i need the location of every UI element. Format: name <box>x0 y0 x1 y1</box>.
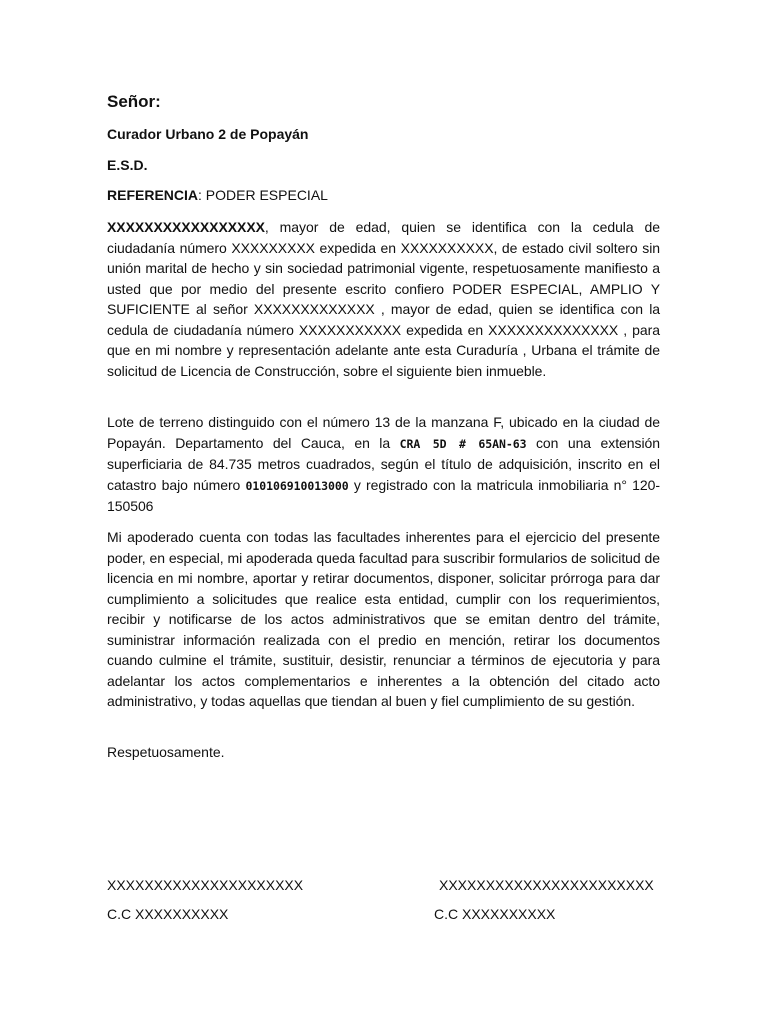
reference-line <box>107 187 328 203</box>
reference-label: REFERENCIA <box>107 187 199 203</box>
property-text-2: con una extensión superficiaria de 84.735 metros cuadrados, según el título de adquisición, inscrito en el catastro bajo número <box>107 434 660 493</box>
closing: Respetuosamente. <box>107 744 225 760</box>
property-text-1: Lote de terreno distinguido con el número 13 de la manzana F, ubicado en la ciudad de Popayán. Departamento del Cauca, en la <box>107 414 660 451</box>
grantor-name: XXXXXXXXXXXXXXXXX <box>107 219 265 235</box>
esd-line: E.S.D. <box>107 157 148 173</box>
signature-right-name: XXXXXXXXXXXXXXXXXXXXXXX <box>439 877 654 893</box>
property-text-3: y registrado con la matricula inmobiliaria n° 120-150506 <box>107 476 661 514</box>
signature-left-name: XXXXXXXXXXXXXXXXXXXXX <box>107 877 304 893</box>
paragraph-faculties: Mi apoderado cuenta con todas las facultades inherentes para el ejercicio del presente poder, en especial, mi apoderada queda facultad para suscribir formularios de solicitud de licencia en mi nombre, aportar y retirar documentos, disponer, solicitar prórroga para dar cumplimiento a solicitudes que realice esta entidad, cumplir con los requerimientos, recibir y notificarse de los actos administrativos que se emitan dentro del trámite, suministrar información realizada con el predio en mención, retirar los documentos cuando culmine el trámite, sustituir, desistir, renunciar a términos de ejecutoria y para adelantar los actos complementarios e inherentes a la obtención del citado acto administrativo, y todas aquellas que tiendan al buen y fiel cumplimiento de su gestión. <box>107 529 660 709</box>
recipient: Curador Urbano 2 de Popayán <box>107 126 309 142</box>
paragraph-power-grant-text: , mayor de edad, quien se identifica con la cedula de ciudadanía número XXXXXXXXX expedida en XXXXXXXXXX, de estado civil soltero sin unión marital de hecho y sin sociedad patrimonial vigente, respetuosamente manifiesto a usted que por medio del presente escrito confiero PODER ESPECIAL, AMPLIO Y SUFICIENTE al señor XXXXXXXXXXXXX , mayor de edad, quien se identifica con la cedula de ciudadanía número XXXXXXXXXXX expedida en XXXXXXXXXXXXXX , para que en mi nombre y representación adelante ante esta Curaduría , Urbana el trámite de solicitud de Licencia de Construcción, sobre el siguiente bien inmueble. <box>107 219 660 379</box>
salutation: Señor: <box>107 92 161 111</box>
paragraph-power-grant <box>107 217 660 381</box>
cadastral-number: 010106910013000 <box>245 478 349 493</box>
property-address: CRA 5D # 65AN-63 <box>399 436 527 451</box>
signature-right-cc: C.C XXXXXXXXXX <box>434 906 556 922</box>
reference-value: : PODER ESPECIAL <box>198 187 328 203</box>
signature-left-cc: C.C XXXXXXXXXX <box>107 906 229 922</box>
paragraph-property <box>107 412 660 517</box>
